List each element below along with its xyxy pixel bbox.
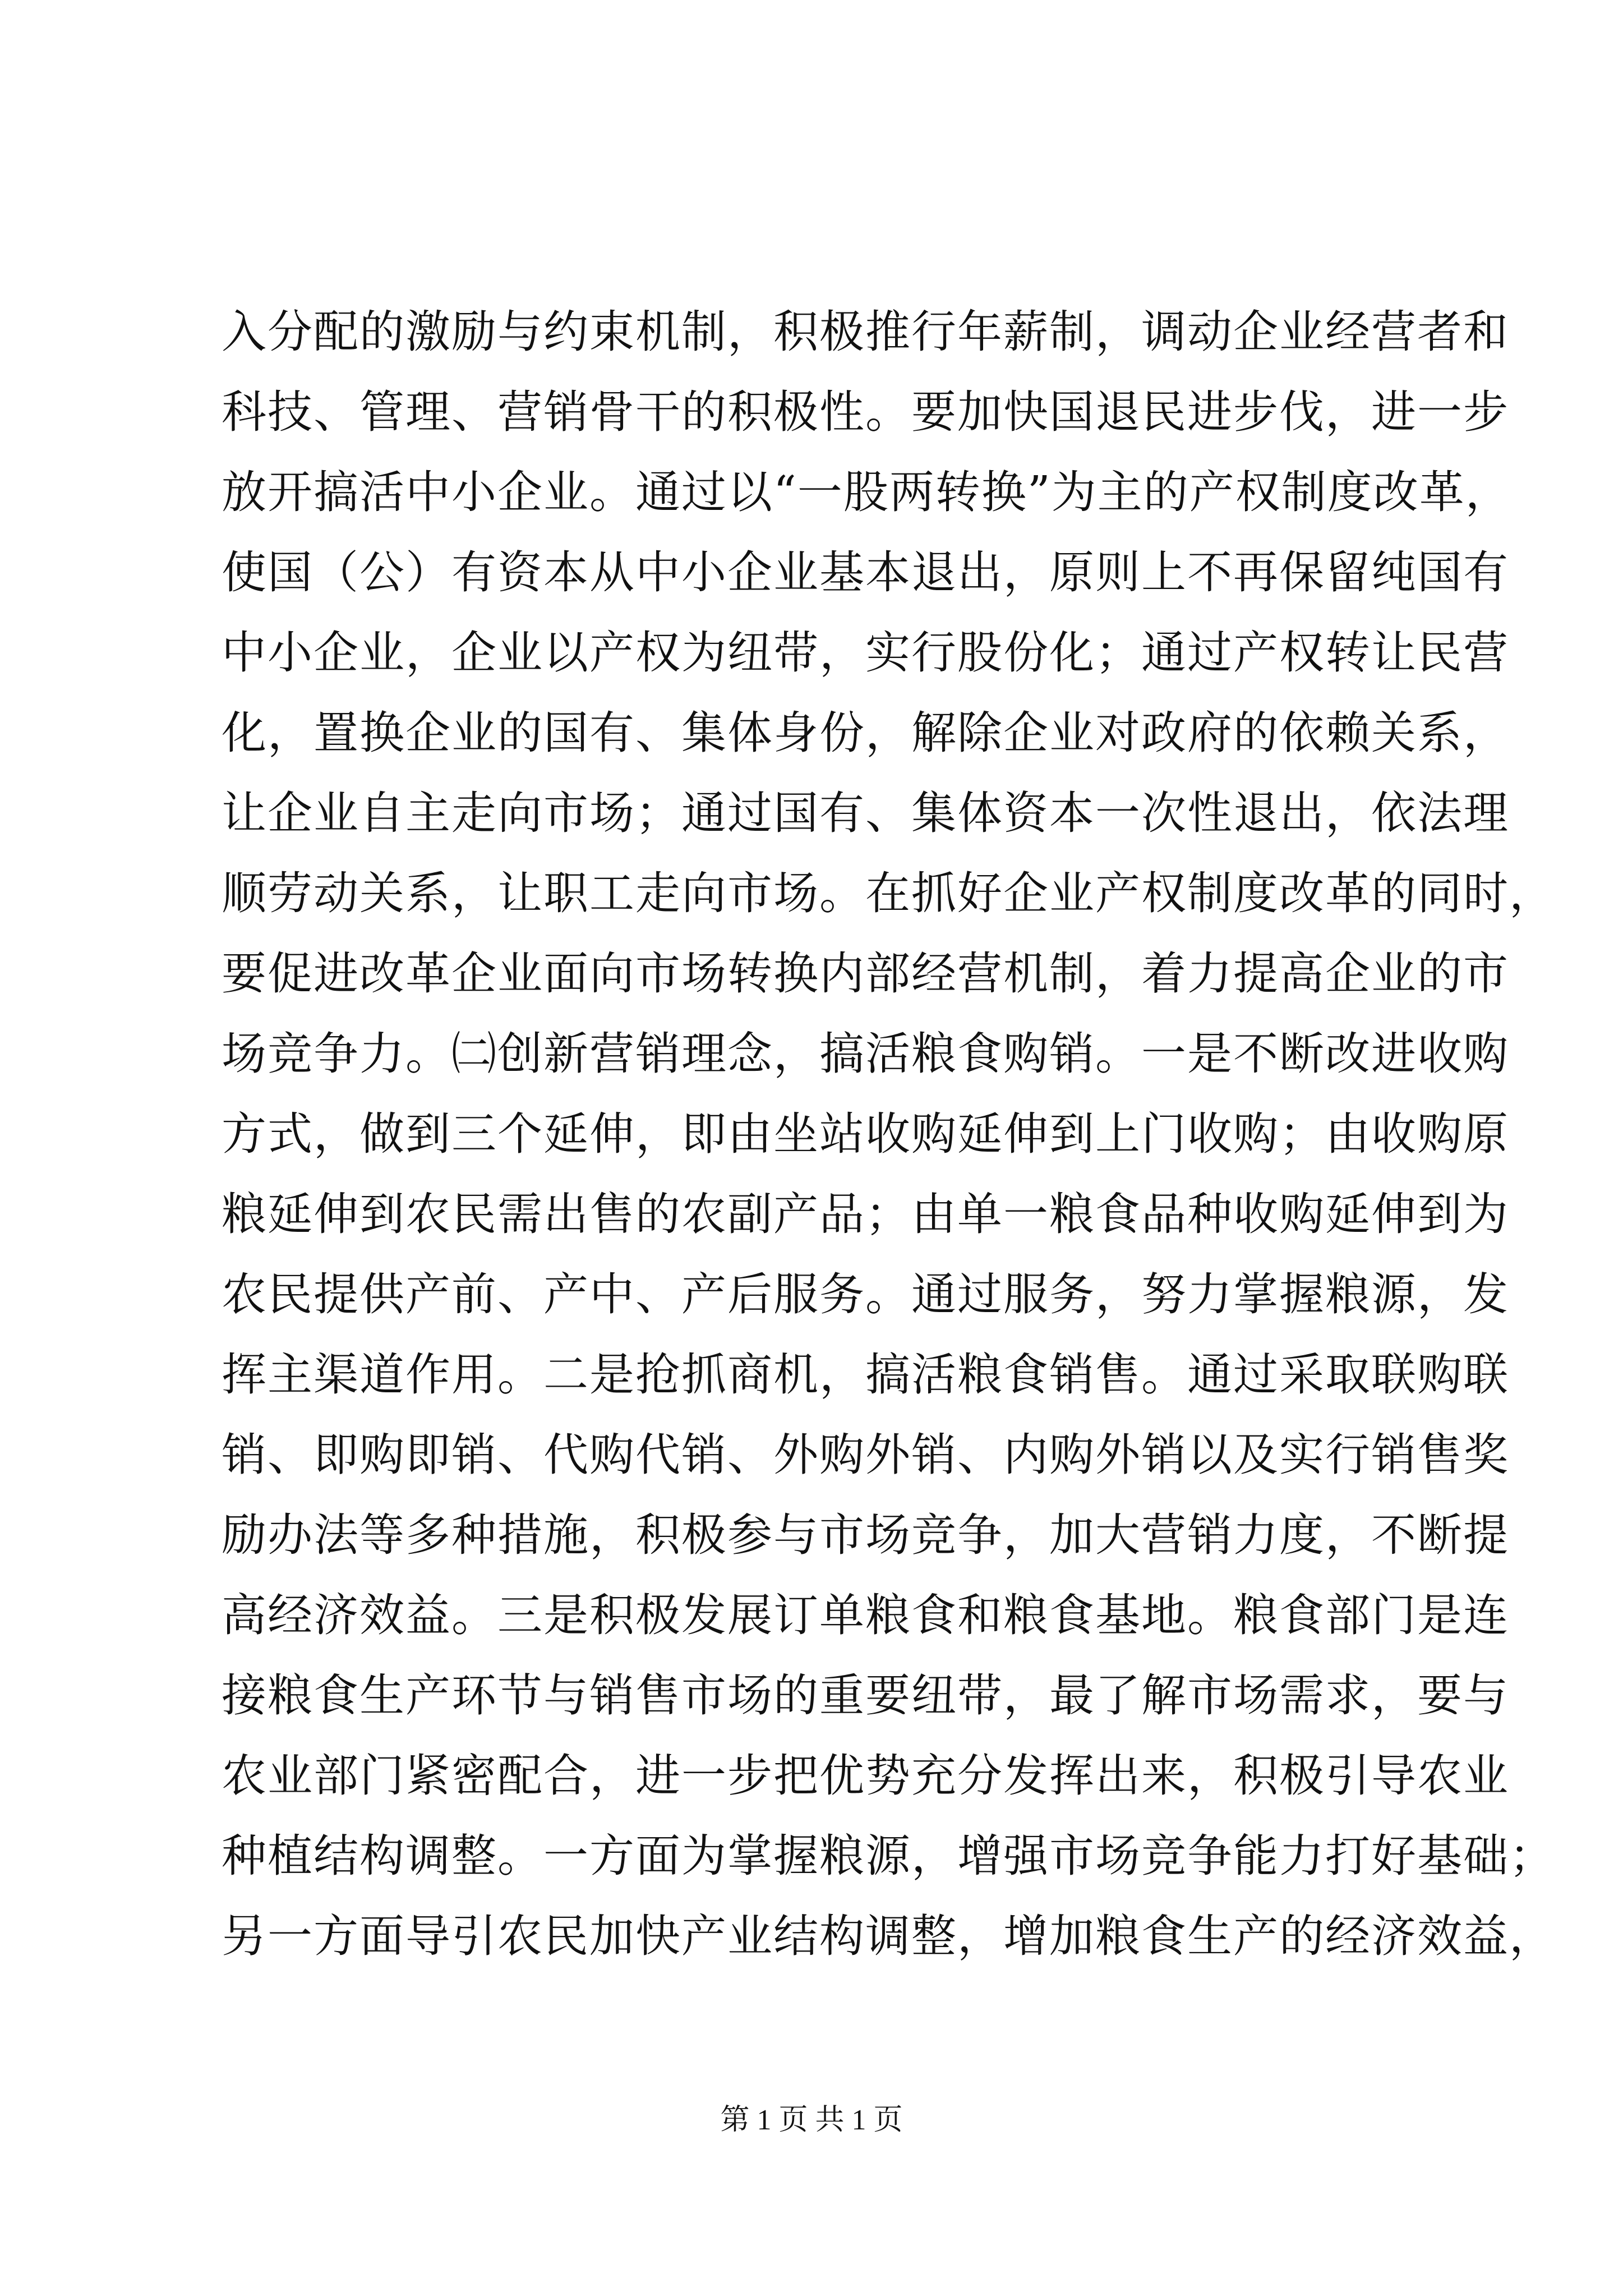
text-line: 让企业自主走向市场；通过国有、集体资本一次性退出，依法理 xyxy=(222,787,1509,839)
text-line: 入分配的激励与约束机制，积极推行年薪制，调动企业经营者和 xyxy=(222,306,1509,358)
text-line: 顺劳动关系，让职工走向市场。在抓好企业产权制度改革的同时， xyxy=(222,867,1555,919)
page-number-label: 第 1 页 共 1 页 xyxy=(720,2104,903,2136)
text-line: 农民提供产前、产中、产后服务。通过服务，努力掌握粮源，发 xyxy=(222,1268,1509,1320)
text-line: 中小企业，企业以产权为纽带，实行股份化；通过产权转让民营 xyxy=(222,627,1509,679)
text-line: 销、即购即销、代购代销、外购外销、内购外销以及实行销售奖 xyxy=(222,1429,1509,1481)
text-line: 接粮食生产环节与销售市场的重要纽带，最了解市场需求，要与 xyxy=(222,1669,1509,1722)
text-line: 方式，做到三个延伸，即由坐站收购延伸到上门收购；由收购原 xyxy=(222,1108,1509,1160)
text-line: 科技、管理、营销骨干的积极性。要加快国退民进步伐，进一步 xyxy=(222,386,1509,438)
text-line: 化，置换企业的国有、集体身份，解除企业对政府的依赖关系， xyxy=(222,707,1509,759)
text-line: 励办法等多种措施，积极参与市场竞争，加大营销力度，不断提 xyxy=(222,1509,1509,1561)
body-text xyxy=(222,292,1555,1976)
text-line: 种植结构调整。一方面为掌握粮源，增强市场竞争能力打好基础； xyxy=(222,1830,1555,1882)
text-line: 要促进改革企业面向市场转换内部经营机制，着力提高企业的市 xyxy=(222,947,1509,1000)
text-line: 农业部门紧密配合，进一步把优势充分发挥出来，积极引导农业 xyxy=(222,1750,1509,1802)
page-footer xyxy=(0,2101,1623,2140)
text-line: 挥主渠道作用。二是抢抓商机，搞活粮食销售。通过采取联购联 xyxy=(222,1349,1509,1401)
text-line: 高经济效益。三是积极发展订单粮食和粮食基地。粮食部门是连 xyxy=(222,1589,1509,1641)
text-line: 放开搞活中小企业。通过以“一股两转换”为主的产权制度改革， xyxy=(222,466,1511,518)
text-line: 另一方面导引农民加快产业结构调整，增加粮食生产的经济效益， xyxy=(222,1910,1555,1962)
text-line: 场竞争力。㈡创新营销理念，搞活粮食购销。一是不断改进收购 xyxy=(222,1028,1509,1080)
text-line: 使国（公）有资本从中小企业基本退出，原则上不再保留纯国有 xyxy=(222,546,1509,599)
text-line: 粮延伸到农民需出售的农副产品；由单一粮食品种收购延伸到为 xyxy=(222,1188,1509,1240)
